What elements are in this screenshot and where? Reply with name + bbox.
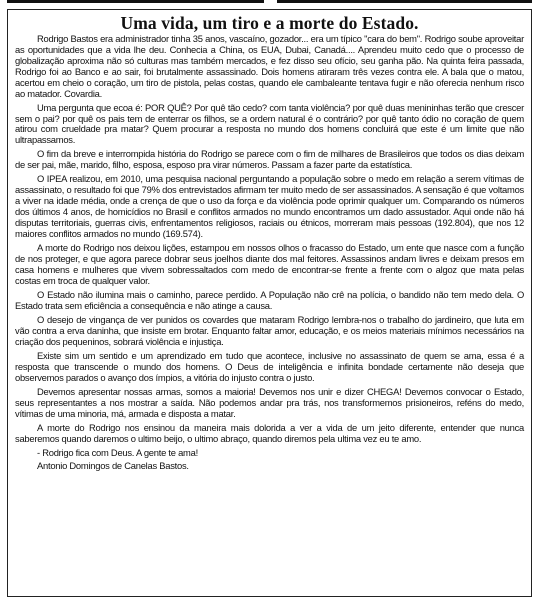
author-signature: Antonio Domingos de Canelas Bastos. (37, 459, 189, 471)
article-paragraph: Existe sim um sentido e um aprendizado em tudo que acontece, inclusive no assassinato de quem se ama, essa é a resposta que transcende o mundo dos homens. O Deus de inteligência e infinita bondade certamente não deseja que observemos parados o avanço dos ímpios, a vitória do injusto contra o justo. (15, 349, 524, 383)
closing-line: - Rodrigo fica com Deus. A gente te ama! (37, 446, 198, 458)
article-paragraph: A morte do Rodrigo nos ensinou da maneira mais dolorida a ver a vida de um jeito diferente, entender que nunca saberemos quando daremos o ultimo beijo, o ultimo abraço, quando diremos pela ultima vez eu te amo. (15, 421, 524, 444)
article-paragraph: O Estado não ilumina mais o caminho, parece perdido. A População não crê na polícia, o bandido não tem medo dela. O Estado trata sem eficiência a consequência e não atinge a causa. (15, 288, 524, 311)
article-paragraph: Devemos apresentar nossas armas, somos a maioria! Devemos nos unir e dizer CHEGA! Devemos convocar o Estado, seus representantes a nos mostrar a saída. Não podemos andar pra trás, nos transformemos prisioneiros, reféns do medo, vítimas de uma minoria, má, armada e disposta a matar. (15, 385, 524, 419)
article-title: Uma vida, um tiro e a morte do Estado. (120, 13, 419, 33)
article-paragraph: A morte do Rodrigo nos deixou lições, estampou em nossos olhos o fracasso do Estado, um ente que nasce com a função de nos proteger, e que agora parece dobrar seus joelhos diante dos mal feitores. Assassinos andam livres e deixam presos em casa homens e mulheres que vivem sobressaltados com medo de encontrar-se frente a frente com o algoz que mata pelas costas em troca de qualquer valor. (15, 242, 524, 286)
top-rule-left (7, 0, 264, 3)
top-rule-right (277, 0, 532, 3)
article-paragraph: O desejo de vingança de ver punidos os covardes que mataram Rodrigo lembra-nos o trabalho do jardineiro, que luta em vão contra a erva daninha, que insiste em brotar. Enquanto faltar amor, educação, e os meios materiais mínimos necessários na criação dos pequeninos, sobrará violência e injustiça. (15, 313, 524, 347)
article-paragraph: O IPEA realizou, em 2010, uma pesquisa nacional perguntando a população sobre o medo em relação a serem vítimas de assassinato, o resultado foi que 79% dos entrevistados afirmam ter muito medo de ser assassinados. A sensação é que voltamos a viver na idade média, onde a crença de que o uso da força e da violência pode oprimir qualquer um. Comparando os números dos últimos 4 anos, de homicídios no Brasil e conflitos armados no mundo encontramos um dado assustador. Aqui onde não há disputas territoriais, guerras civis, enfrentamentos religiosos, raciais ou étnicos, morreram mais pessoas (192.804), que nos 12 maiores conflitos armados no mundo (169.574). (15, 173, 524, 239)
article-paragraph: Rodrigo Bastos era administrador tinha 35 anos, vascaíno, gozador... era um típico "cara do bem". Rodrigo soube aproveitar as oportunidades que a vida lhe deu. Conhecia a China, os EUA, Dubai, Canadá.... Aprendeu muito cedo que o processo de globalização aproxima não só culturas mas também mercados, e fez disso seu ofício, seu ganha pão. Na quinta feira passada, Rodrigo foi ao Banco e ao sair, foi brutalmente assassinado. Dois homens atiraram três vezes contra ele. A bala que o matou, acertou em cheio o coração, um tiro de pistola, pelas costas, quando ele cambaleante tentava fugir e não oferecia nenhum risco ao matador. Covardia. (15, 33, 524, 99)
article-paragraph: Uma pergunta que ecoa é: POR QUÊ? Por quê tão cedo? com tanta violência? por quê duas menininhas terão que crescer sem o pai? por quê os pais tem de enterrar os filhos, se a ordem natural é o contrário? por quê tanto ódio no coração de quem atirou com crueldade pra matar? Quem procurar a resposta no mundo dos homens concluirá que este é um limite que não ultrapassamos. (15, 101, 524, 146)
article-box (7, 9, 532, 597)
article-paragraph: O fim da breve e interrompida história do Rodrigo se parece com o fim de milhares de Brasileiros que todos os dias deixam de ser pai, mãe, marido, filho, esposa, esposo pra virar números. Passam a fazer parte da estatística. (15, 148, 524, 171)
